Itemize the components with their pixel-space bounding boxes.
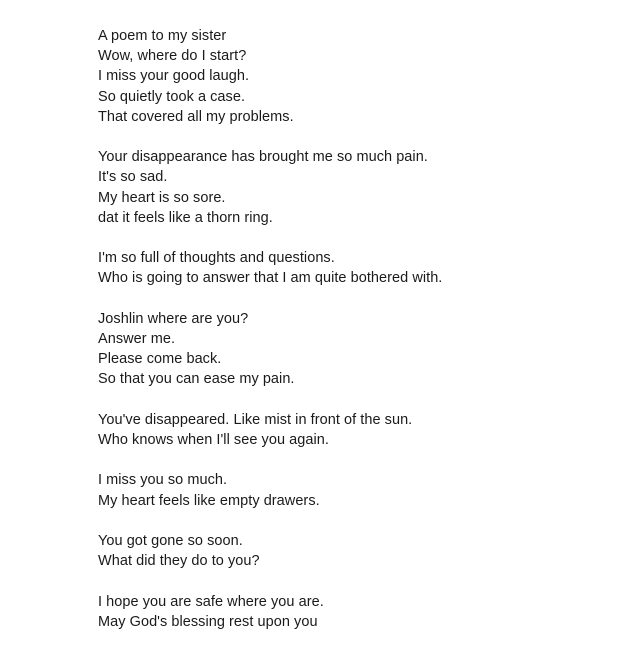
poem-line: Who is going to answer that I am quite bothered with. [98, 270, 443, 287]
poem-line: What did they do to you? [98, 553, 260, 570]
poem-line: My heart feels like empty drawers. [98, 492, 320, 509]
poem-line: I'm so full of thoughts and questions. [98, 250, 335, 267]
poem-line: Joshlin where are you? [98, 310, 249, 327]
poem-line: dat it feels like a thorn ring. [98, 209, 273, 226]
poem-line: I miss you so much. [98, 472, 228, 489]
poem-line: Please come back. [98, 351, 222, 368]
poem-line: A poem to my sister [98, 28, 227, 44]
stanza-1 [98, 26, 598, 127]
stanza-7 [98, 531, 598, 571]
poem-line: Wow, where do I start? [98, 48, 247, 65]
poem-line: My heart is so sore. [98, 189, 226, 206]
poem-line: I hope you are safe where you are. [98, 593, 324, 610]
stanza-8 [98, 592, 598, 632]
poem-line: So quietly took a case. [98, 88, 246, 105]
poem-line: You got gone so soon. [98, 532, 243, 549]
poem-line: Who knows when I'll see you again. [98, 432, 329, 448]
poem-line: Answer me. [98, 331, 176, 347]
poem-body [98, 26, 598, 632]
poem-line: That covered all my problems. [98, 108, 294, 125]
poem-line: It's so sad. [98, 169, 168, 186]
poem-line: Your disappearance has brought me so much pain. [98, 149, 428, 166]
poem-line: I miss your good laugh. [98, 68, 250, 85]
stanza-2 [98, 147, 598, 228]
stanza-3 [98, 248, 598, 288]
poem-line: May God's blessing rest upon you [98, 613, 318, 630]
stanza-5 [98, 410, 598, 450]
poem-line: You've disappeared. Like mist in front of the sun. [98, 411, 413, 428]
stanza-4 [98, 309, 598, 390]
stanza-6 [98, 470, 598, 510]
poem-line: So that you can ease my pain. [98, 371, 295, 388]
